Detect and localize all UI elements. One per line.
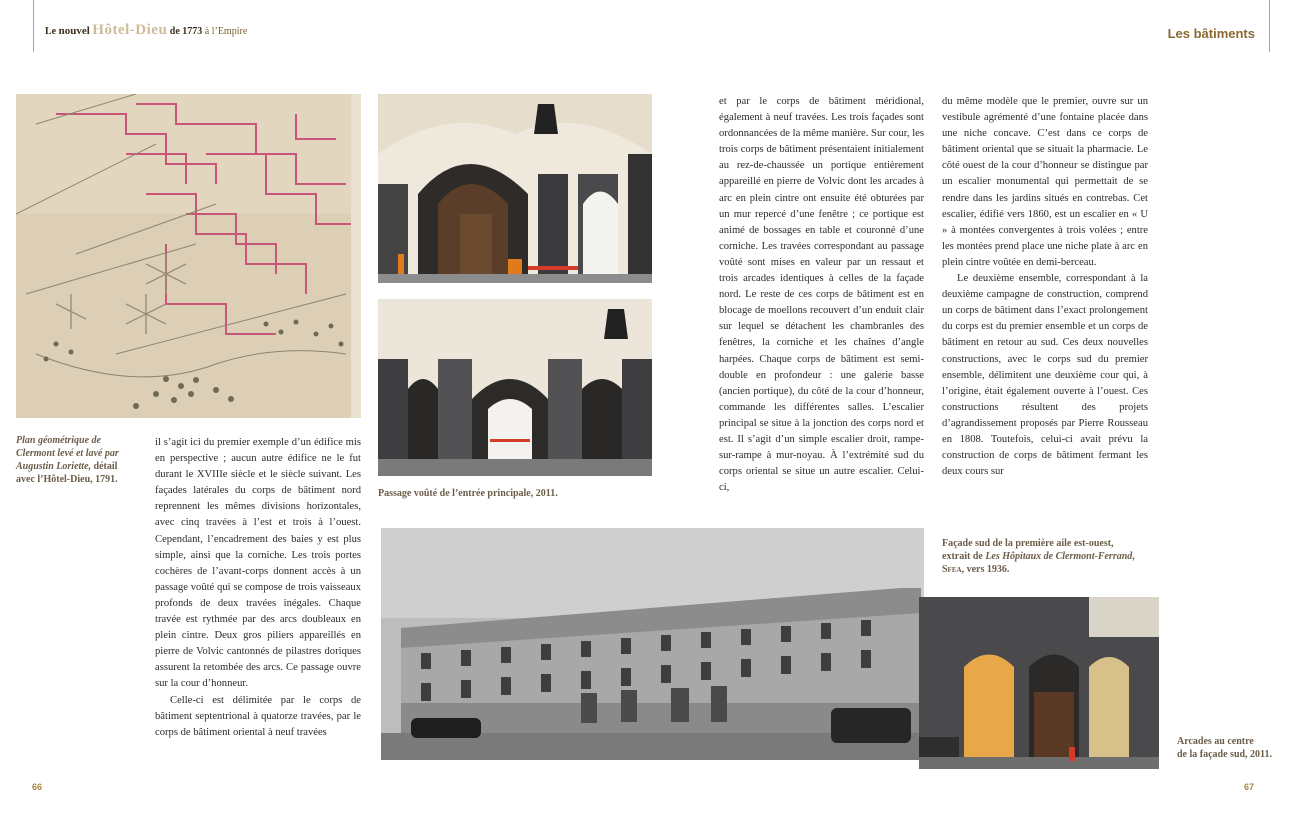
col1-paragraph-2: Celle-ci est délimitée par le corps de bâtiment septentrional à quatorze travées, par le corps de bâtiment oriental à neuf travées — [155, 694, 361, 738]
passage-caption: Passage voûté de l’entrée principale, 2011. — [378, 488, 558, 499]
col4-paragraph-2: Le deuxième ensemble, correspondant à la deuxième campagne de construction, comprend un corps de bâtiment dans l’exact prolongement du corps est du premier ensemble et un corps de bâtiment en retour au sud. Ces deux nouvelles constructions, avec le corps sud du premier ensemble, délimitent une deuxième cour qui, à l’origine, était également ouverte à l’ouest. Ces constructions résultent des projets d’agrandissement proposés par Pierre Rousseau en 1808. Toutefois, celui-ci avait prévu la construction de corps de bâtiment fermant les deux cours sur — [942, 273, 1148, 478]
vaulted-passage-photo-2 — [378, 299, 652, 476]
col1-paragraph-1: il s’agit ici du premier exemple d’un édifice mis en perspective ; aucun autre édifice ne le fut durant le XVIIIe siècle et le siècle suivant. Les façades latérales du corps de bâtiment nord reprennent les mêmes divisions horizontales, avec cinq travées à l’est et trois à l’ouest. Cependant, l’encadrement des baies y est plus simple, ainsi que la corniche. Les trois portes cochères de l’avant-corps donnent accès à un passage voûté qui se compose de trois vaisseaux profonds de deux travées inégales. Chaque travée est rythmée par des arcs doubleaux en plein cintre. Deux gros piliers appareillés en pierre de Volvic cantonnés de pilastres doriques assurent la retombée des arcs. Ce passage ouvre sur la cour d’honneur. — [155, 437, 361, 690]
vaulted-passage-photo-1 — [378, 94, 652, 283]
running-head-book-title: Le nouvel Hôtel-Dieu de 1773 à l’Empire — [45, 22, 248, 38]
col4-paragraph-1: du même modèle que le premier, ouvre sur un vestibule agrémenté d’une fontaine placée dans une niche concave. C’est dans ce corps de bâtiment oriental que se situait la pharmacie. Le côté ouest de la cour d’honneur se distingue par un escalier monumental qui permettait de se rendre dans les jardins situés en contrebas. Cet escalier, édifié vers 1860, est un escalier en « U » à montées convergentes à trois volées ; entre les montées prend place une niche plate à arc en plein cintre voûtée en demi-berceau. — [942, 96, 1148, 268]
text-column-4 — [942, 94, 1148, 480]
south-facade-caption: Façade sud de la première aile est-ouest, extrait de Les Hôpitaux de Clermont-Ferrand, Sfea, vers 1936. — [942, 538, 1135, 575]
map-caption: Plan géométrique de Clermont levé et lavé par Augustin Loriette, détail avec l’Hôtel-Dieu, 1791. — [16, 435, 119, 485]
running-head-section: Les bâtiments — [1167, 26, 1255, 41]
vaulted-passage-drawing-1 — [378, 94, 652, 283]
left-margin-rule — [33, 0, 34, 52]
south-facade-archive-photo — [381, 528, 924, 760]
arcades-drawing — [919, 597, 1159, 769]
map-drawing — [16, 94, 361, 418]
map-image — [16, 94, 361, 418]
text-column-1 — [155, 435, 361, 741]
vaulted-passage-drawing-2 — [378, 299, 652, 476]
col3-paragraph-1: et par le corps de bâtiment méridional, également à neuf travées. Les trois façades sont ordonnancées de la même manière. Sur cour, les trois corps de bâtiment présentaient initialement au rez-de-chaussée un portique entièrement appareillé en pierre de Volvic dont les arcades à arc en plein cintre ont ensuite été obturées par un mur repercé d’une fenêtre ; ce portique est animé de bossages en table et couronné d’une corniche. Les travées correspondant au passage voûté sont mises en valeur par un ressaut et trois arcades identiques à celles de la façade nord. Le reste de ces corps de bâtiment est en blocage de moellons recouvert d’un enduit clair sur lequel se détachent les chambranles des fenêtres, la corniche et les chaînes d’angle harpées. Chaque corps de bâtiment est semi-double en profondeur : une galerie basse (ancien portique), du côté de la cour d’honneur, commande les différentes salles. L’escalier principal se situe à la jonction des corps nord et est. Il s’agit d’un simple escalier droit, rampe-sur-rampe à mur-noyau. À l’extrémité sud du corps oriental se situe un autre escalier. Celui-ci, — [719, 96, 924, 494]
arcades-caption: Arcades au centre de la façade sud, 2011. — [1177, 736, 1273, 760]
arcades-photo — [919, 597, 1159, 769]
text-column-3 — [719, 94, 924, 496]
right-margin-rule — [1269, 0, 1270, 52]
page-number-left: 66 — [32, 782, 43, 792]
south-facade-drawing — [381, 528, 924, 760]
page-number-right: 67 — [1244, 782, 1255, 792]
